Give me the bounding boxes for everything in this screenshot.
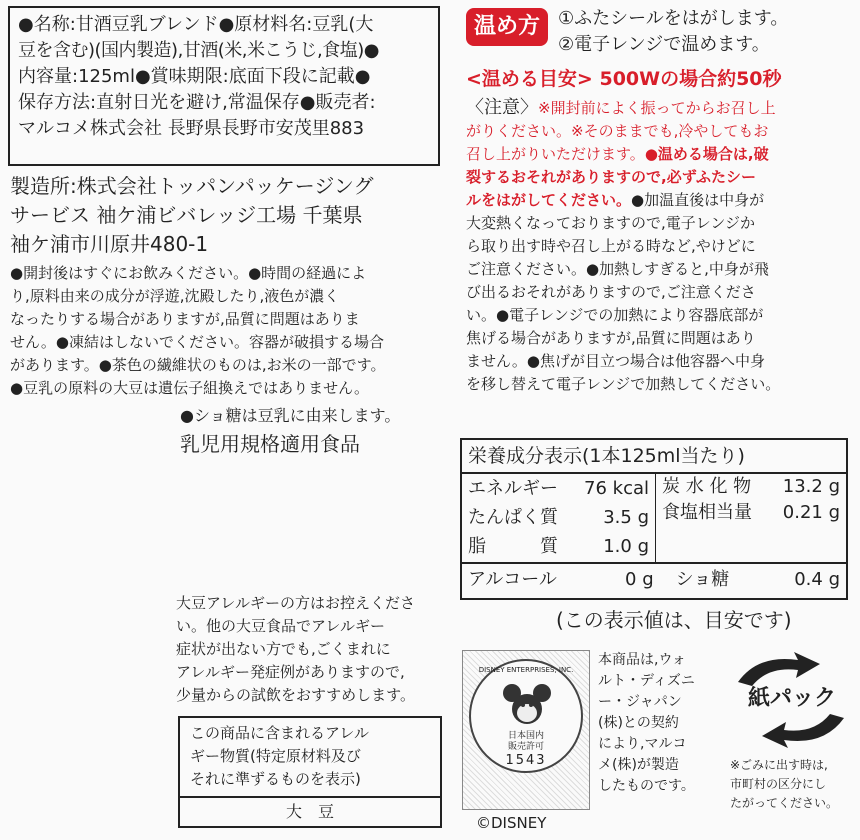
paper-pack-label: 紙パック xyxy=(747,686,836,711)
warming-guide-value: 500Wの場合約50秒 xyxy=(599,68,782,90)
seal-jp-line: 販売許可 xyxy=(507,742,544,752)
manufacturer-line: 袖ケ浦市川原井480-1 xyxy=(10,232,209,256)
allergy-line: い。他の大豆食品でアレルギー xyxy=(176,617,386,635)
license-line: ルト・ディズニ xyxy=(598,673,695,689)
note-line: なったりする場合がありますが,品質に問題はありま xyxy=(10,310,360,328)
warming-step-1: ①ふたシールをはがします。 xyxy=(558,8,789,29)
manufacturer-line: サービス 袖ケ浦ビバレッジ工場 千葉県 xyxy=(10,203,363,227)
nutrient-value: 1.0 g xyxy=(603,536,649,558)
warming-step-2: ②電子レンジで温めます。 xyxy=(558,34,770,55)
warming-guide-label: <温める目安> xyxy=(466,68,593,90)
nutrition-row xyxy=(462,564,846,596)
nutrient-value: 0.4 g xyxy=(794,569,840,590)
caution-red-line: ●温める場合は,破 xyxy=(644,145,769,163)
infant-food-label: 乳児用規格適用食品 xyxy=(180,432,360,456)
allergen-value: 大 豆 xyxy=(285,802,334,821)
label-line: 内容量:125ml●賞味期限:底面下段に記載● xyxy=(18,66,371,87)
allergen-box-line: ギー物質(特定原材料及び xyxy=(190,747,361,765)
warming-badge: 温め方 xyxy=(466,8,548,46)
seal-jp-line: 日本国内 xyxy=(507,731,544,741)
nutrient-name: 食塩相当量 xyxy=(662,502,752,523)
nutrition-row xyxy=(656,474,846,500)
nutrition-table xyxy=(460,438,848,600)
nutrient-name: エネルギー xyxy=(468,477,558,499)
caution-red-line: ルをはがしてください。 xyxy=(466,191,632,209)
caution-title: 〈注意〉 xyxy=(466,97,538,118)
allergy-line: アレルギー発症例がありますので, xyxy=(176,663,405,681)
nutrition-row xyxy=(462,503,656,532)
warming-section xyxy=(466,6,856,94)
license-line: したものです。 xyxy=(598,778,695,794)
note-line: せん。●凍結はしないでください。容器が破損する場合 xyxy=(10,333,384,351)
caution-line: 大変熱くなっておりますので,電子レンジか xyxy=(466,214,756,232)
allergen-box-line: それに準ずるものを表示) xyxy=(190,770,361,788)
caution-line: び出るおそれがありますので,ご注意くださ xyxy=(466,283,756,301)
caution-red-line: 裂するおそれがありますので,必ずふたシー xyxy=(466,168,756,186)
nutrition-row xyxy=(462,474,656,503)
allergy-warning xyxy=(176,592,456,707)
license-line: ー・ジャパン xyxy=(598,694,682,710)
manufacturer-line: 製造所:株式会社トッパンパッケージング xyxy=(10,174,374,198)
label-info-box xyxy=(8,6,440,166)
caution-red-line: がりください。※そのままでも,冷やしてもお xyxy=(466,122,769,140)
allergy-line: 少量からの試飲をおすすめします。 xyxy=(176,686,415,704)
caution-line: を移し替えて電子レンジで加熱してください。 xyxy=(466,375,781,393)
label-line: マルコメ株式会社 長野県長野市安茂里883 xyxy=(18,118,365,139)
license-line: (株)との契約 xyxy=(598,715,679,731)
note-line: ●豆乳の原料の大豆は遺伝子組換えではありません。 xyxy=(10,379,369,397)
seal-number: 1543 xyxy=(505,753,547,768)
disney-copyright: ©DISNEY xyxy=(476,814,547,832)
mickey-icon xyxy=(502,683,552,727)
caution-line: 焦げる場合がありますが,品質に問題はあり xyxy=(466,329,756,347)
label-line: 豆を含む)(国内製造),甘酒(米,米こうじ,食塩)● xyxy=(18,40,379,61)
allergen-box xyxy=(178,716,442,828)
disposal-line: 市町村の区分にし xyxy=(730,777,827,791)
manufacturer-info xyxy=(10,172,450,259)
nutrient-value: 13.2 g xyxy=(782,476,840,497)
sugar-note: ●ショ糖は豆乳に由来します。 xyxy=(180,406,401,425)
note-line: があります。●茶色の繊維状のものは,お米の一部です。 xyxy=(10,356,386,374)
caution-line: ません。●焦げが目立つ場合は他容器へ中身 xyxy=(466,352,765,370)
license-line: 本商品は,ウォ xyxy=(598,652,686,668)
allergy-line: 大豆アレルギーの方はお控えくださ xyxy=(176,594,416,612)
license-line: メ(株)が製造 xyxy=(598,757,679,773)
nutrient-name: たんぱく質 xyxy=(468,506,558,528)
allergy-line: 症状が出ない方でも,ごくまれに xyxy=(176,640,391,658)
license-line: により,マルコ xyxy=(598,736,687,752)
disposal-line: たがってください。 xyxy=(730,796,839,810)
caution-line: ら取り出す時や召し上がる時など,やけどに xyxy=(466,237,756,255)
nutrition-footnote: (この表示値は、目安です) xyxy=(556,608,792,632)
nutrient-name: 炭 水 化 物 xyxy=(662,476,752,497)
nutrient-name: 脂 質 xyxy=(468,536,558,558)
note-line: ●開封後はすぐにお飲みください。●時間の経過によ xyxy=(10,264,367,282)
handling-notes xyxy=(10,262,450,400)
label-line: 保存方法:直射日光を避け,常温保存●販売者: xyxy=(18,92,376,113)
allergen-box-line: この商品に含まれるアレル xyxy=(190,724,370,742)
nutrient-value: 76 kcal xyxy=(584,477,649,499)
caution-line: ご注意ください。●加熱しすぎると,中身が飛 xyxy=(466,260,769,278)
caution-line: い。●電子レンジでの加熱により容器底部が xyxy=(466,306,764,324)
nutrient-value: 0 g xyxy=(625,569,654,590)
disposal-line: ※ごみに出す時は, xyxy=(730,758,828,772)
label-line: ●名称:甘酒豆乳ブレンド●原材料名:豆乳(大 xyxy=(18,14,374,35)
paper-pack-recycle-mark xyxy=(728,652,854,748)
disney-license-text xyxy=(598,650,722,797)
disney-seal-box xyxy=(462,650,590,810)
disposal-note xyxy=(730,756,858,813)
nutrient-name: ショ糖 xyxy=(675,569,730,590)
caution-section xyxy=(466,96,858,396)
caution-red-line: ※開封前によく振ってからお召し上 xyxy=(538,99,776,117)
nutrient-name: アルコール xyxy=(468,569,557,590)
nutrient-value: 0.21 g xyxy=(782,502,840,523)
disney-seal xyxy=(469,659,583,773)
nutrition-row xyxy=(462,533,656,562)
nutrition-row xyxy=(656,500,846,526)
nutrition-title: 栄養成分表示(1本125ml当たり) xyxy=(462,440,846,474)
note-line: り,原料由来の成分が浮遊,沈殿したり,液色が濃く xyxy=(10,287,340,305)
nutrient-value: 3.5 g xyxy=(603,506,649,528)
seal-text: DISNEY ENTERPRISES, INC. xyxy=(478,666,574,674)
caution-line: ●加温直後は中身が xyxy=(631,191,765,209)
caution-red-line: 召し上がりいただけます。 xyxy=(466,145,645,163)
